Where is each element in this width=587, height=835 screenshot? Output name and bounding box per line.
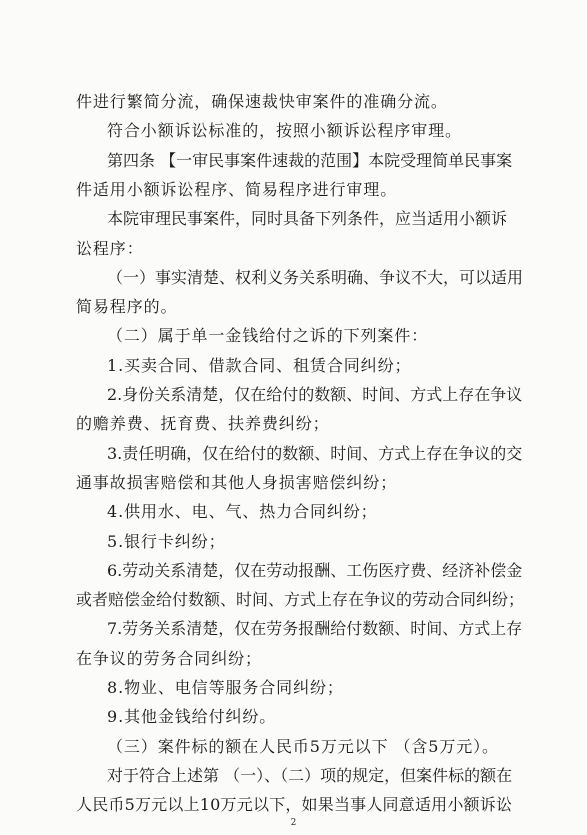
text-line: 对于符合上述第 （一）、（二）项的规定，但案件标的额在 — [107, 766, 513, 785]
text-line: 件进行繁简分流，确保速裁快审案件的准确分流。 — [76, 92, 448, 111]
text-line: 1.买卖合同、借款合同、租赁合同纠纷； — [107, 356, 412, 375]
text-line: 通事故损害赔偿和其他人身损害赔偿纠纷； — [76, 473, 398, 492]
text-line: 7.劳务关系清楚，仅在劳务报酬给付数额、时间、方式上存 — [107, 619, 523, 638]
text-line: 或者赔偿金给付数额、时间、方式上存在争议的劳动合同纠纷； — [76, 590, 525, 609]
text-line: 本院审理民事案件，同时具备下列条件，应当适用小额诉 — [107, 209, 508, 228]
text-line: 符合小额诉讼标准的，按照小额诉讼程序审理。 — [107, 121, 462, 140]
text-line: 件适用小额诉讼程序、简易程序进行审理。 — [76, 180, 398, 199]
text-line: 人民币5万元以上10万元以下，如果当事人同意适用小额诉讼 — [76, 795, 513, 814]
text-line: 8.物业、电信等服务合同纠纷； — [107, 678, 344, 697]
text-line: 4.供用水、电、气、热力合同纠纷； — [107, 502, 378, 521]
text-line: （二）属于单一金钱给付之诉的下列案件： — [107, 326, 429, 345]
text-line: （一）事实清楚、权利义务关系明确、争议不大，可以适用 — [107, 268, 524, 287]
page-number: 2 — [290, 818, 297, 828]
text-line: 3.责任明确，仅在给付的数额、时间、方式上存在争议的交 — [107, 444, 523, 463]
text-line: 2.身份关系清楚，仅在给付的数额、时间、方式上存在争议 — [107, 385, 523, 404]
text-line: （三）案件标的额在人民币5万元以下 （含5万元）。 — [107, 737, 499, 756]
text-line: 第四条 【一审民事案件速裁的范围】本院受理简单民事案 — [107, 151, 513, 170]
text-line: 6.劳动关系清楚，仅在劳动报酬、工伤医疗费、经济补偿金 — [107, 561, 523, 580]
text-line: 5.银行卡纠纷； — [107, 532, 226, 551]
text-line: 讼程序： — [76, 239, 144, 258]
text-line: 9.其他金钱给付纠纷。 — [107, 707, 277, 726]
text-line: 简易程序的。 — [76, 297, 178, 316]
text-line: 在争议的劳务合同纠纷； — [76, 649, 262, 668]
text-line: 的赡养费、抚育费、扶养费纠纷； — [76, 414, 330, 433]
